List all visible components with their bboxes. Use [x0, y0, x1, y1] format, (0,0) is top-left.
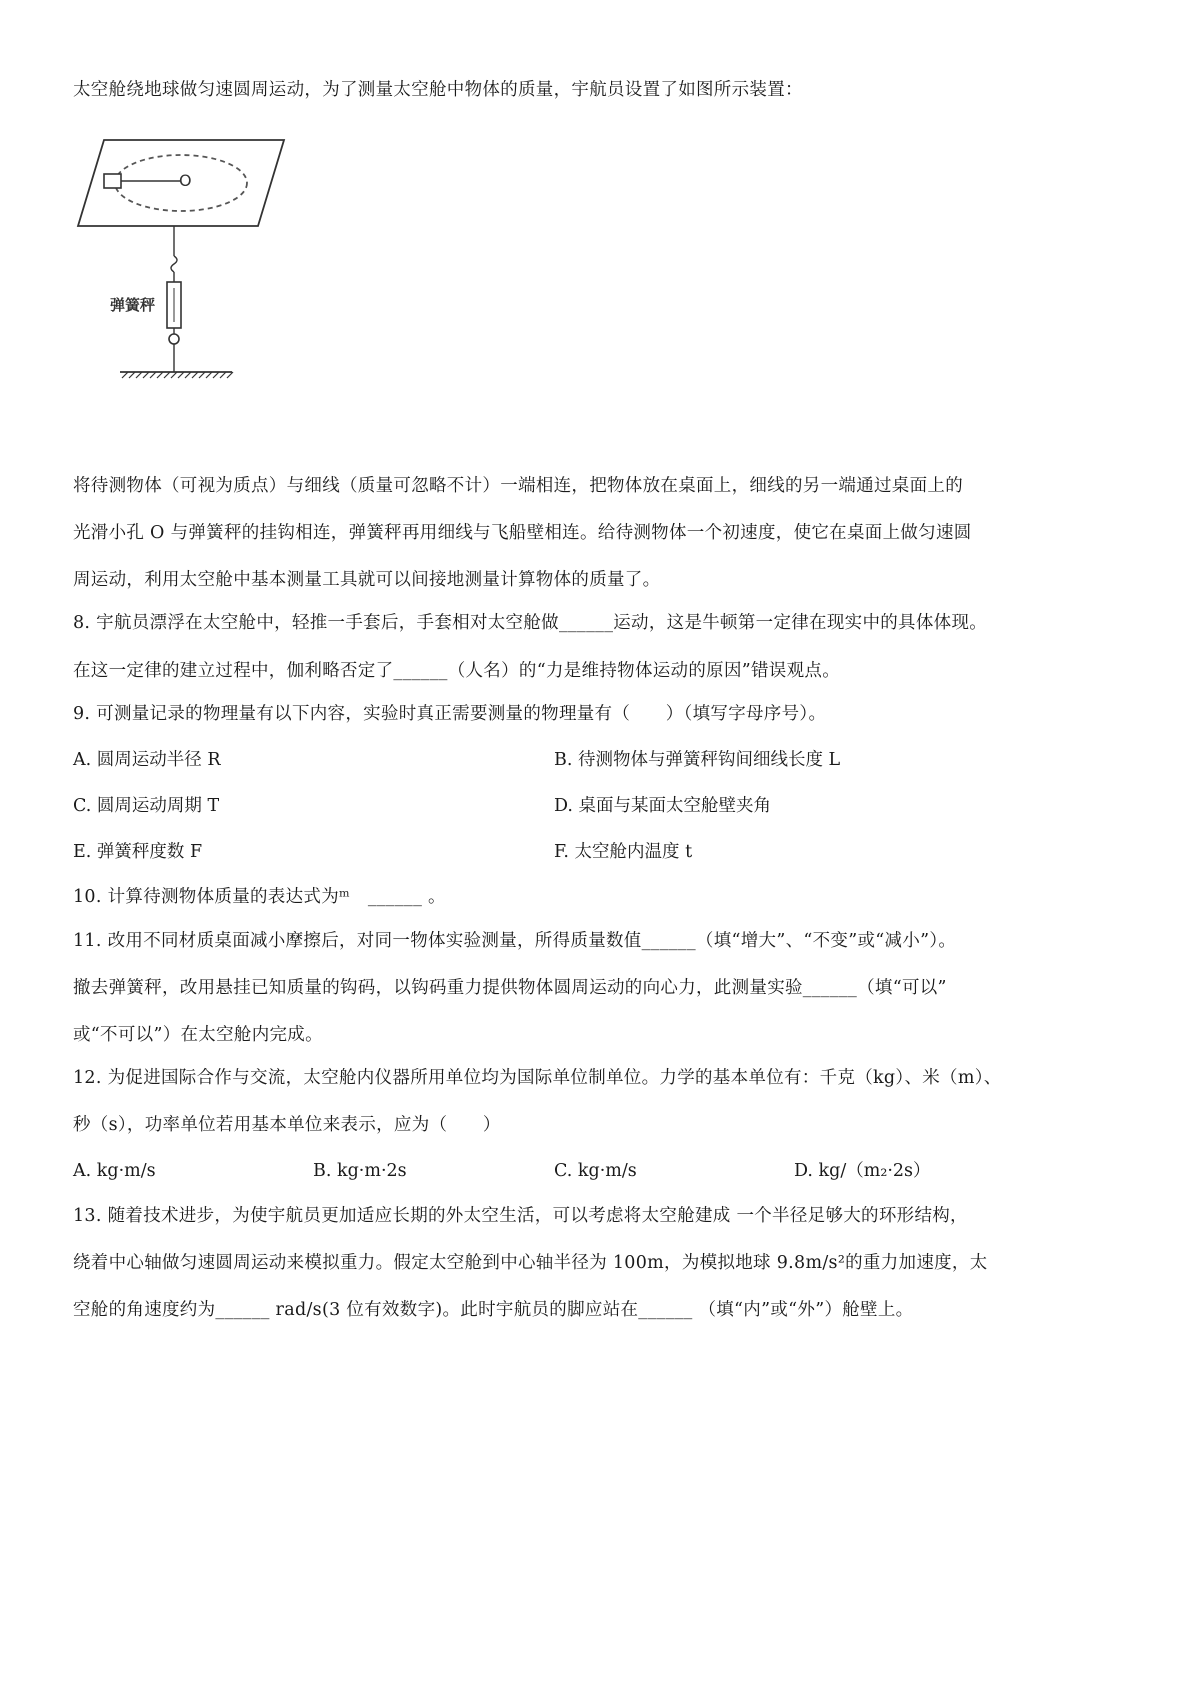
spring-scale-ring	[169, 334, 179, 344]
description-line-3: 周运动，利用太空舱中基本测量工具就可以间接地测量计算物体的质量了。	[73, 570, 661, 590]
spring-scale-hook	[171, 256, 177, 272]
apparatus-diagram	[76, 138, 286, 418]
q11-line-3: 或“不可以”）在太空舱内完成。	[73, 1025, 323, 1045]
q12-line-1: 12. 为促进国际合作与交流，太空舱内仪器所用单位均为国际单位制单位。力学的基本单位有：千克（kg）、米（m）、	[73, 1068, 1002, 1088]
q12-option-d: D. kg/（m₂·2s）	[794, 1161, 931, 1181]
q9-stem: 9. 可测量记录的物理量有以下内容，实验时真正需要测量的物理量有（ ）（填写字母序号）。	[73, 704, 827, 724]
q8-line-1: 8. 宇航员漂浮在太空舱中，轻推一手套后，手套相对太空舱做______运动，这是牛顿第一定律在现实中的具体体现。	[73, 613, 988, 633]
q12-option-a: A. kg·m/s	[73, 1161, 156, 1181]
q9-option-c: C. 圆周运动周期 T	[73, 796, 220, 816]
q11-line-1: 11. 改用不同材质桌面减小摩擦后，对同一物体实验测量，所得质量数值______（填“增大”、“不变”或“减小”）。	[73, 931, 957, 951]
q13-line-2: 绕着中心轴做匀速圆周运动来模拟重力。假定太空舱到中心轴半径为 100m，为模拟地球 9.8m/s²的重力加速度，太	[73, 1253, 988, 1273]
description-line-2: 光滑小孔 O 与弹簧秤的挂钩相连，弹簧秤再用细线与飞船壁相连。给待测物体一个初速度，使它在桌面上做匀速圆	[73, 523, 972, 543]
q10-stem: 10. 计算待测物体质量的表达式为ᵐ ______ 。	[73, 887, 446, 907]
q12-option-c: C. kg·m/s	[554, 1161, 637, 1181]
q12-option-b: B. kg·m·2s	[313, 1161, 407, 1181]
q9-option-b: B. 待测物体与弹簧秤钩间细线长度 L	[554, 750, 841, 770]
q8-line-2: 在这一定律的建立过程中，伽利略否定了______（人名）的“力是维持物体运动的原因”错误观点。	[73, 661, 840, 681]
q9-option-a: A. 圆周运动半径 R	[73, 750, 221, 770]
q12-line-2: 秒（s），功率单位若用基本单位来表示，应为（ ）	[73, 1115, 501, 1135]
object-block	[104, 174, 121, 188]
intro-text: 太空舱绕地球做匀速圆周运动，为了测量太空舱中物体的质量，宇航员设置了如图所示装置：	[73, 80, 803, 100]
spring-scale-label: 弹簧秤	[110, 296, 156, 314]
q9-option-d: D. 桌面与某面太空舱壁夹角	[554, 796, 772, 816]
q11-line-2: 撤去弹簧秤，改用悬挂已知质量的钩码，以钩码重力提供物体圆周运动的向心力，此测量实验______（填“可以”	[73, 978, 947, 998]
q9-option-e: E. 弹簧秤度数 F	[73, 842, 203, 862]
q13-line-1: 13. 随着技术进步，为使宇航员更加适应长期的外太空生活，可以考虑将太空舱建成 一个半径足够大的环形结构，	[73, 1206, 968, 1226]
q9-option-f: F. 太空舱内温度 t	[554, 842, 693, 862]
description-line-1: 将待测物体（可视为质点）与细线（质量可忽略不计）一端相连，把物体放在桌面上，细线的另一端通过桌面上的	[73, 476, 963, 496]
q13-line-3: 空舱的角速度约为______ rad/s(3 位有效数字)。此时宇航员的脚应站在______ （填“内”或“外”）舱壁上。	[73, 1300, 914, 1320]
hole-label: O	[179, 171, 192, 190]
